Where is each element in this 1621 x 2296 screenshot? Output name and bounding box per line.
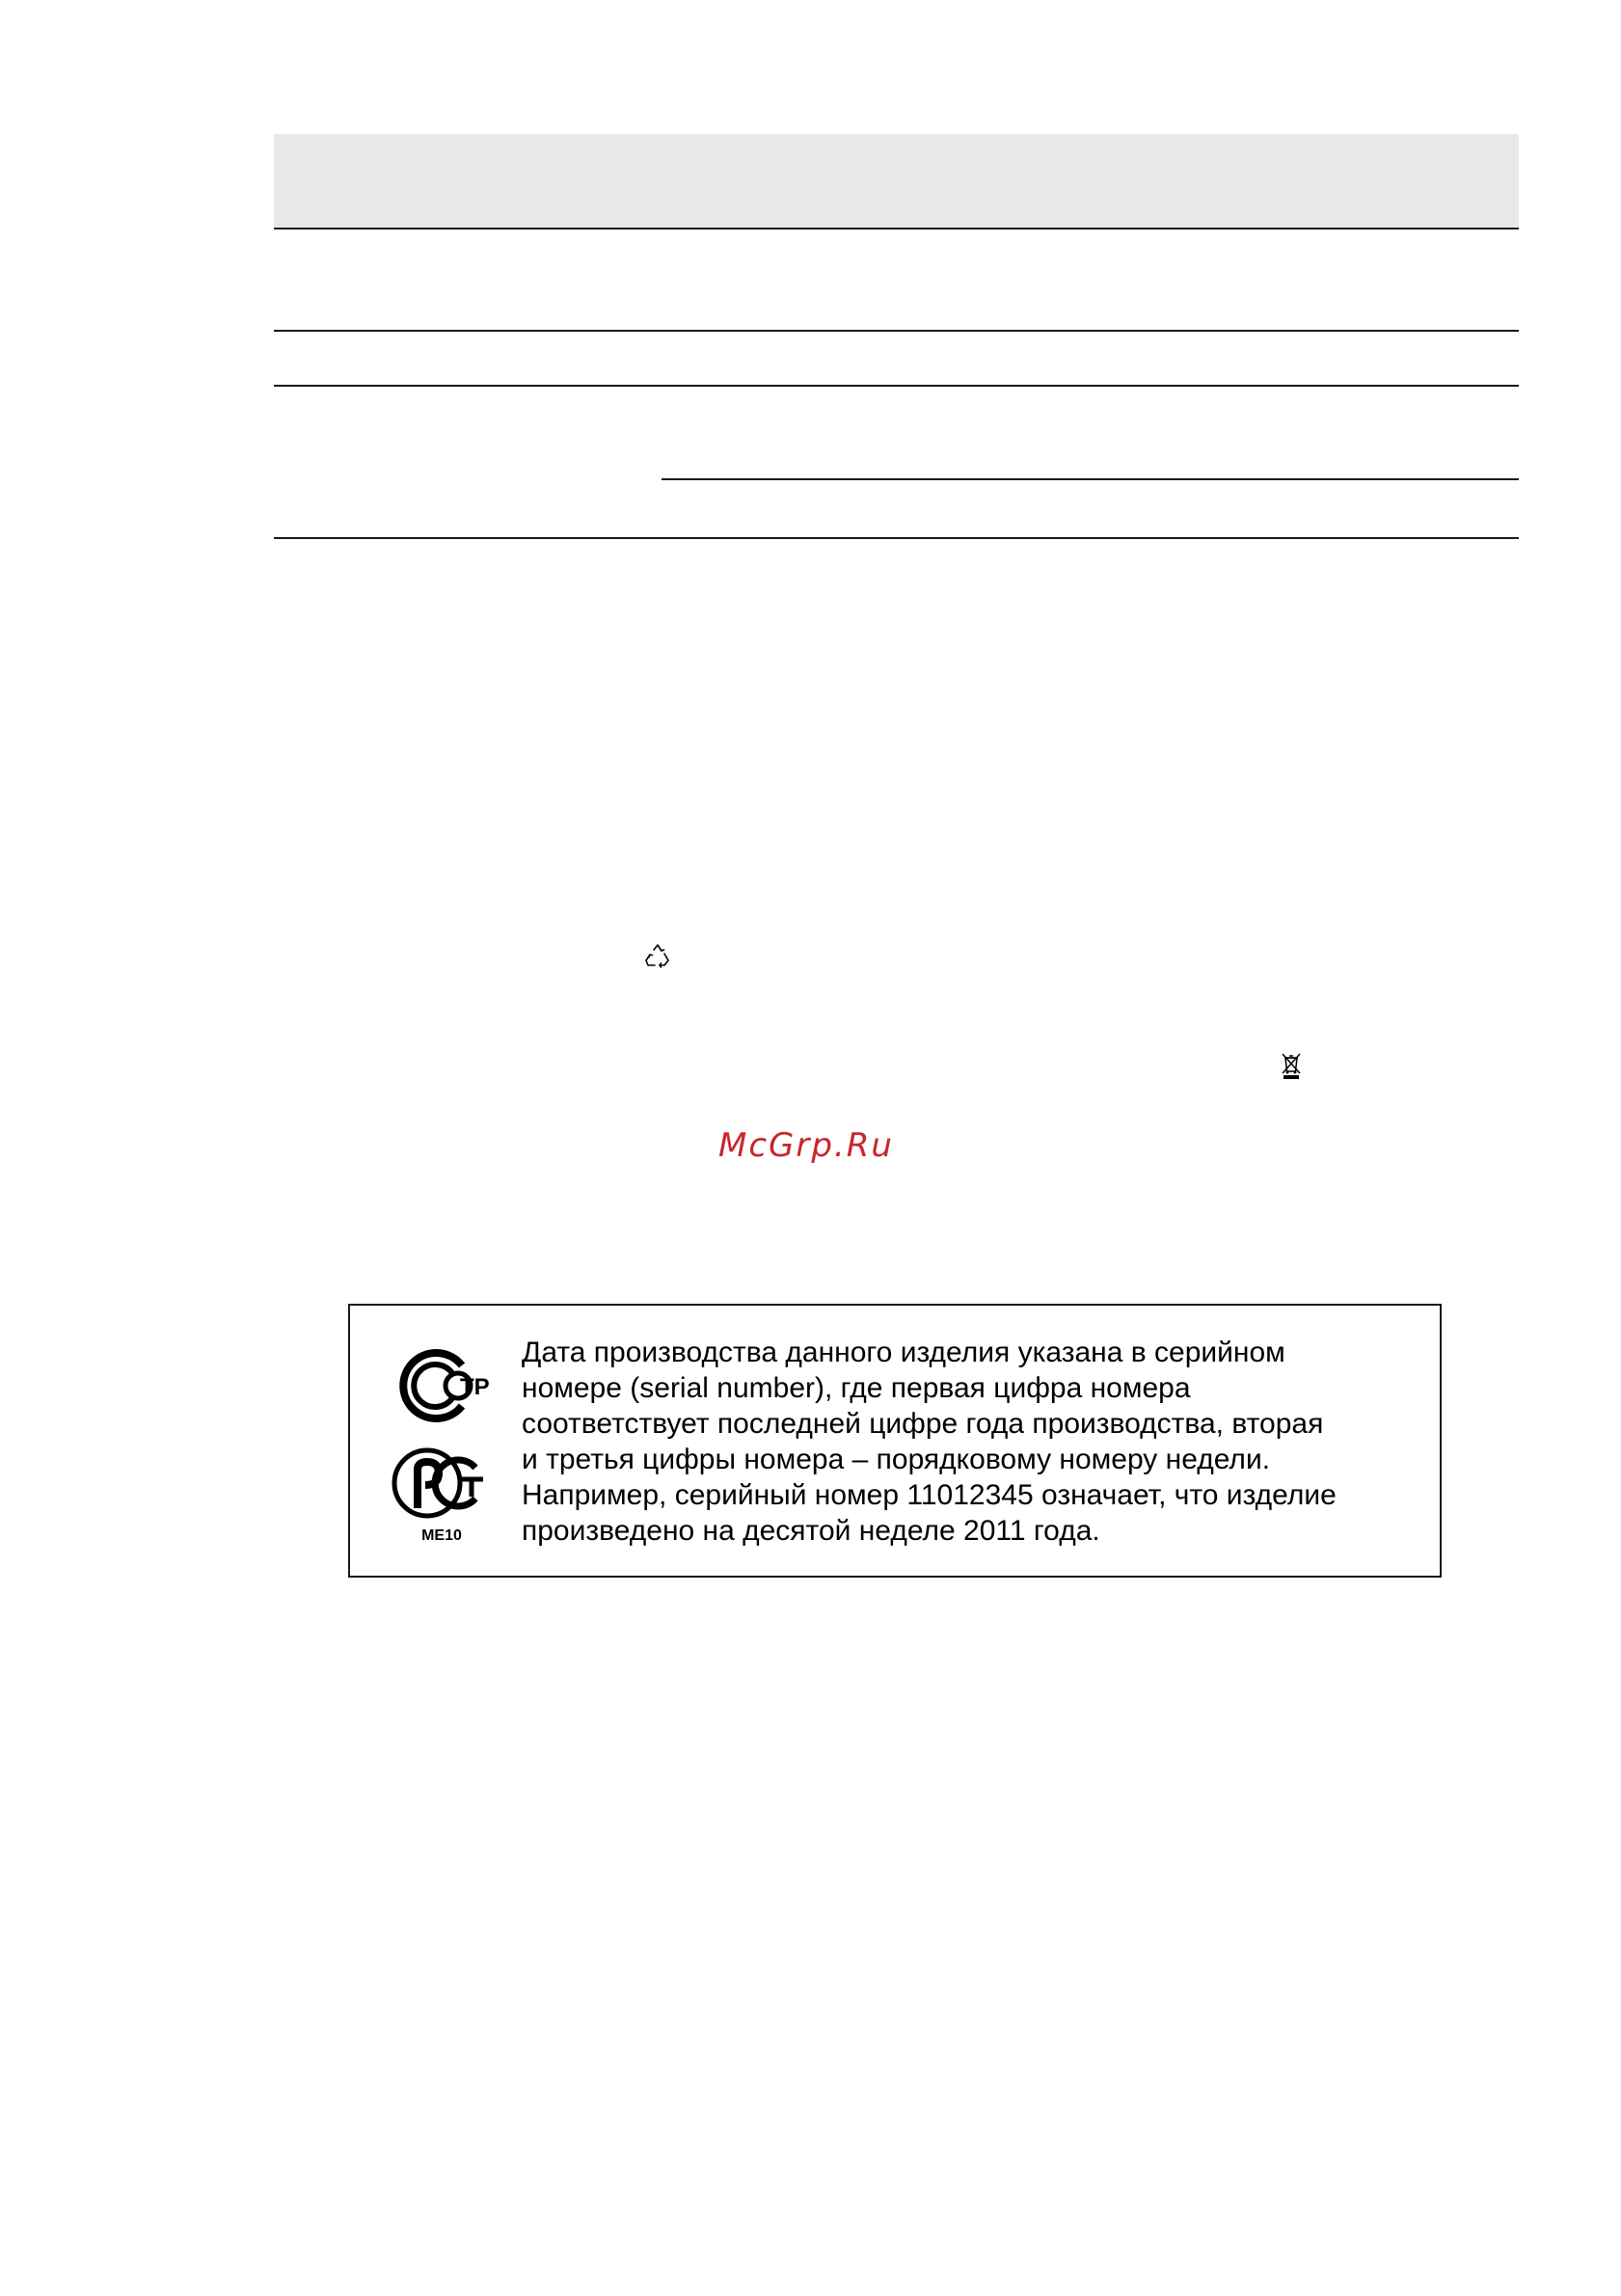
notice-text: [522, 1335, 1418, 1549]
notice-line: соответствует последней цифре года производства, вторая: [522, 1408, 1324, 1440]
table-rule: [274, 537, 1519, 539]
table-rule: [274, 228, 1519, 230]
table-rule: [274, 385, 1519, 387]
certification-code: ME10: [421, 1527, 462, 1544]
watermark: McGrp.Ru: [718, 1126, 894, 1165]
crossed-bin-icon: [1281, 1053, 1302, 1080]
recycle-icon: [644, 943, 671, 970]
table-rule: [274, 330, 1519, 332]
manufacture-date-notice: [348, 1304, 1442, 1578]
notice-line: номере (serial number), где первая цифра номера: [522, 1372, 1191, 1404]
notice-line: произведено на десятой неделе 2011 года.: [522, 1515, 1100, 1547]
notice-line: Например, серийный номер 11012345 означает, что изделие: [522, 1479, 1337, 1511]
gost-r-tp-logo: [389, 1344, 495, 1431]
notice-line: и третья цифры номера – порядковому номеру недели.: [522, 1444, 1271, 1475]
rst-logo: [389, 1441, 495, 1527]
table-header-band: [274, 134, 1519, 228]
spec-table: [274, 134, 1519, 539]
table-rule: [662, 478, 1519, 480]
svg-text:ТР: ТР: [460, 1374, 490, 1400]
notice-line: Дата производства данного изделия указана в серийном: [522, 1337, 1285, 1368]
certification-logos: [389, 1344, 495, 1556]
